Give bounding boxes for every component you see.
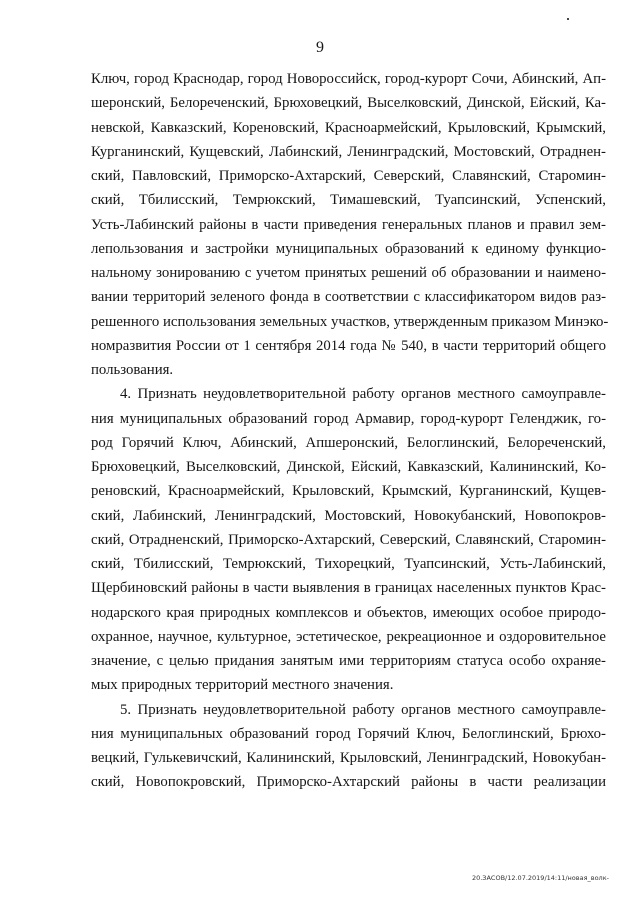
text-line: значение, с целью придания занятым ими территориям статуса особо охраняе- bbox=[91, 653, 606, 669]
text-line: ский, Тбилисский, Темрюкский, Тихорецкий, Туапсинский, Усть-Лабинский, bbox=[91, 556, 606, 572]
text-line: ский, Тбилисский, Темрюкский, Тимашевский, Туапсинский, Успенский, bbox=[91, 192, 606, 209]
text-line: ский, Новопокровский, Приморско-Ахтарский районы в части реализации bbox=[91, 774, 606, 791]
text-line: Курганинский, Кущевский, Лабинский, Ленинградский, Мостовский, Отраднен- bbox=[91, 143, 606, 160]
text-line: ский, Павловский, Приморско-Ахтарский, Северский, Славянский, Старомин- bbox=[91, 168, 606, 184]
scan-mark bbox=[567, 18, 569, 20]
text-line: 5. Признать неудовлетворительной работу органов местного самоуправле- bbox=[120, 701, 606, 718]
text-line: 4. Признать неудовлетворительной работу органов местного самоуправле- bbox=[120, 386, 606, 403]
text-line: Усть-Лабинский районы в части приведения генеральных планов и правил зем- bbox=[91, 216, 606, 233]
text-line: нальному зонированию с учетом принятых решений об образовании и наимено- bbox=[91, 265, 606, 281]
text-line: пользования. bbox=[91, 362, 174, 378]
text-line: Ключ, город Краснодар, город Новороссийск, город-курорт Сочи, Абинский, Ап- bbox=[91, 71, 606, 87]
text-line: номразвития России от 1 сентября 2014 года № 540, в части территорий общего bbox=[91, 337, 606, 354]
text-line: невской, Кавказский, Кореновский, Красноармейский, Крыловский, Крымский, bbox=[91, 119, 606, 136]
text-line: ния муниципальных образований город Горячий Ключ, Белоглинский, Брюхо- bbox=[91, 725, 606, 742]
text-line: нодарского края природных комплексов и объектов, имеющих особое природо- bbox=[91, 604, 606, 621]
text-line: ния муниципальных образований город Армавир, город-курорт Геленджик, го- bbox=[91, 410, 606, 427]
footer-code: 20.ЗАСОВ/12.07.2019/14:11/новая_волк- bbox=[471, 874, 609, 882]
text-line: реновский, Красноармейский, Крыловский, Крымский, Курганинский, Кущев- bbox=[91, 483, 606, 500]
text-line: вании территорий зеленого фонда в соответствии с классификатором видов раз- bbox=[91, 289, 606, 306]
text-line: вецкий, Гулькевичский, Калининский, Крыловский, Ленинградский, Новокубан- bbox=[91, 750, 606, 766]
page-number: 9 bbox=[316, 39, 324, 56]
text-line: шеронский, Белореченский, Брюховецкий, Выселковский, Динской, Ейский, Ка- bbox=[91, 95, 606, 112]
text-line: ский, Отрадненский, Приморско-Ахтарский, Северский, Славянский, Старомин- bbox=[91, 531, 606, 548]
text-line: решенного использования земельных участков, утвержденным приказом Минэко- bbox=[91, 313, 609, 330]
text-line: Щербиновский районы в части выявления в границах населенных пунктов Крас- bbox=[91, 580, 606, 597]
text-line: лепользования и застройки муниципальных образований к единому функцио- bbox=[91, 240, 606, 257]
text-line: род Горячий Ключ, Абинский, Апшеронский, Белоглинский, Белореченский, bbox=[91, 434, 606, 451]
text-line: мых природных территорий местного значения. bbox=[91, 677, 394, 694]
document-body bbox=[91, 67, 609, 795]
text-line: охранное, научное, культурное, эстетическое, рекреационное и оздоровительное bbox=[91, 628, 606, 645]
text-line: Брюховецкий, Выселковский, Динской, Ейский, Кавказский, Калининский, Ко- bbox=[91, 459, 606, 475]
text-line: ский, Лабинский, Ленинградский, Мостовский, Новокубанский, Новопокров- bbox=[91, 507, 606, 524]
